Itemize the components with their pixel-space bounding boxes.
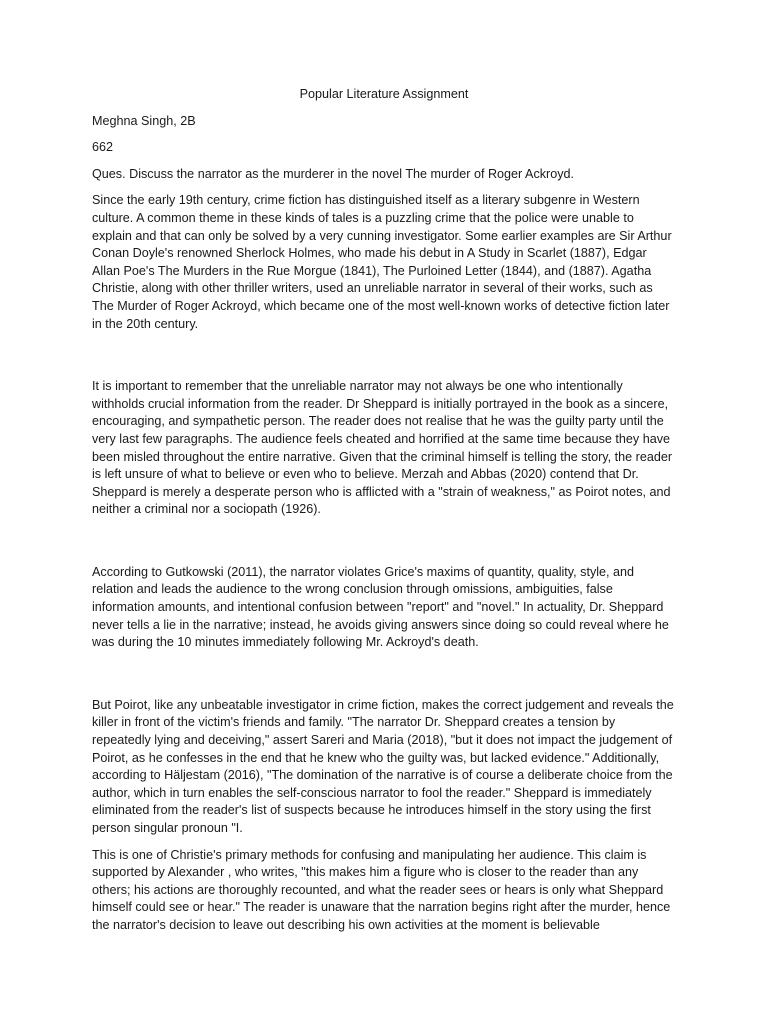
paragraph-gap	[92, 342, 676, 378]
paragraph-1: Since the early 19th century, crime fiction has distinguished itself as a literary subgenre in Western culture. A common theme in these kinds of tales is a puzzling crime that the police were unable to explain and that can only be solved by a very cunning investigator. Some earlier examples are Sir Arthur Conan Doyle's renowned Sherlock Holmes, who made his debut in A Study in Scarlet (1887), Edgar Allan Poe's The Murders in the Rue Morgue (1841), The Purloined Letter (1844), and (1887). Agatha Christie, along with other thriller writers, used an unreliable narrator in several of their works, such as The Murder of Roger Ackroyd, which became one of the most well-known works of detective fiction later in the 20th century.	[92, 193, 672, 331]
question-line: Ques. Discuss the narrator as the murderer in the novel The murder of Roger Ackroyd.	[92, 166, 575, 181]
paragraph-2: It is important to remember that the unreliable narrator may not always be one who intentionally withholds crucial information from the reader. Dr Sheppard is initially portrayed in the book as a sincere, encouraging, and sympathetic person. The reader does not realise that he was the guilty party until the very last few paragraphs. The audience feels cheated and horrified at the same time because they have been misled throughout the entire narrative. Given that the criminal himself is telling the story, the reader is left unsure of what to believe or even who to believe. Merzah and Abbas (2020) contend that Dr. Sheppard is merely a desperate person who is afflicted with a "strain of weakness," as Poirot notes, and neither a criminal nor a sociopath (1926).	[92, 379, 673, 517]
paragraph-gap	[92, 661, 676, 697]
paragraph-5: This is one of Christie's primary methods for confusing and manipulating her audience. This claim is supported by Alexander , who writes, "this makes him a figure who is closer to the reader than any others; his actions are thoroughly recounted, and what the reader sees or hears is only what Sheppard himself could see or hear." The reader is unaware that the narration begins right after the murder, hence the narrator's decision to leave out describing his own activities at the moment is believable	[92, 847, 671, 932]
number-line: 662	[92, 140, 114, 155]
document-title: Popular Literature Assignment	[299, 87, 469, 101]
paragraph-4: But Poirot, like any unbeatable investigator in crime fiction, makes the correct judgement and reveals the killer in front of the victim's friends and family. "The narrator Dr. Sheppard creates a tension by repeatedly lying and deceiving," assert Sareri and Maria (2018), "but it does not impact the judgement of Poirot, as he confesses in the end that he knew who the guilty was, but lacked evidence." Additionally, according to Häljestam (2016), "The domination of the narrative is of course a deliberate choice from the author, which in turn enables the self-conscious narrator to fool the reader." Sheppard is immediately eliminated from the reader's list of suspects because he introduces himself in the story using the first person singular pronoun "I.	[92, 697, 674, 835]
paragraph-3: According to Gutkowski (2011), the narrator violates Grice's maxims of quantity, quality, style, and relation and leads the audience to the wrong conclusion through omissions, ambiguities, false information amounts, and intentional confusion between "report" and "novel." In actuality, Dr. Sheppard never tells a lie in the narrative; instead, he avoids giving answers since doing so could reveal where he was during the 10 minutes immediately following Mr. Ackroyd's death.	[92, 564, 669, 650]
paragraph-gap	[92, 528, 676, 564]
author-line: Meghna Singh, 2B	[92, 113, 196, 128]
